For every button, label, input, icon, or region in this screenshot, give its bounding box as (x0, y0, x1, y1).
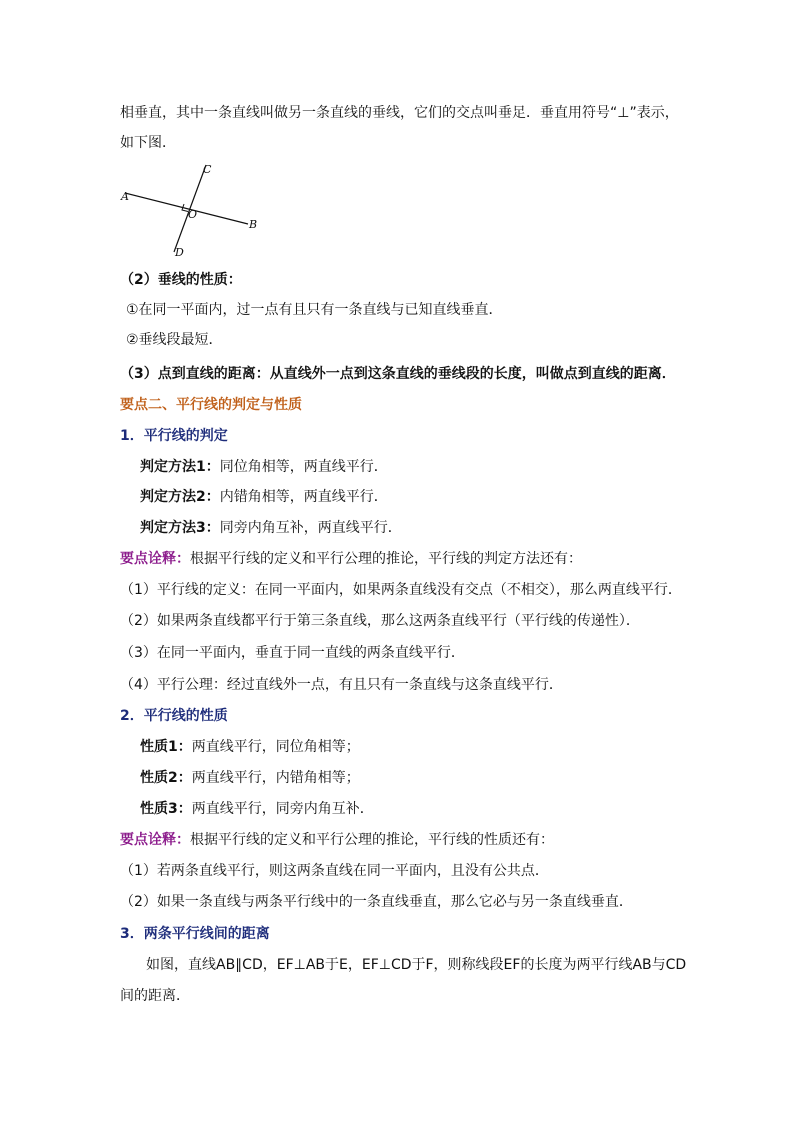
properties-extra-1: （1）若两条直线平行，则这两条直线在同一平面内，且没有公共点． (120, 863, 549, 879)
property-item-2 (140, 768, 360, 788)
properties-heading: 2．平行线的性质 (120, 708, 228, 724)
section-2-title: 要点二、平行线的判定与性质 (120, 397, 302, 413)
parallel-distance-line-1: 如图，直线AB∥CD，EF⊥AB于E，EF⊥CD于F，则称线段EF的长度为两平行线AB与CD (146, 957, 687, 973)
criteria-item-2 (140, 487, 388, 507)
property-item-text: 两直线平行，同位角相等； (191, 739, 360, 755)
criteria-item-3 (140, 518, 402, 538)
criteria-item-label: 判定方法3： (140, 520, 220, 536)
criteria-note (120, 549, 582, 569)
criteria-item-text: 内错角相等，两直线平行． (219, 489, 388, 505)
note-label: 要点诠释： (120, 832, 190, 848)
criteria-heading: 1．平行线的判定 (120, 428, 228, 444)
property-item-text: 两直线平行，同旁内角互补． (191, 801, 374, 817)
criteria-extra-3: （3）在同一平面内，垂直于同一直线的两条直线平行． (120, 645, 465, 661)
perp-prop-2: ②垂线段最短． (126, 332, 223, 348)
distance-text: 从直线外一点到这条直线的垂线段的长度，叫做点到直线的距离． (269, 366, 676, 382)
intro-line-2: 如下图． (120, 135, 176, 151)
distance-definition (120, 364, 676, 384)
property-item-3 (140, 799, 374, 819)
perpendicular-lines-figure (115, 160, 275, 260)
property-item-label: 性质2： (140, 770, 192, 786)
intro-line-1: 相垂直，其中一条直线叫做另一条直线的垂线，它们的交点叫垂足．垂直用符号“⊥”表示， (120, 105, 679, 121)
properties-note (120, 830, 554, 850)
property-item-label: 性质1： (140, 739, 192, 755)
perp-prop-1: ①在同一平面内，过一点有且只有一条直线与已知直线垂直． (126, 302, 503, 318)
criteria-extra-1: （1）平行线的定义：在同一平面内，如果两条直线没有交点（不相交），那么两直线平行． (120, 582, 682, 598)
distance-heading: （3）点到直线的距离： (120, 366, 270, 382)
criteria-item-1 (140, 457, 388, 477)
property-item-1 (140, 737, 360, 757)
perp-props-heading: （2）垂线的性质： (120, 272, 242, 288)
parallel-distance-line-2: 间的距离． (120, 988, 190, 1004)
properties-extra-2: （2）如果一条直线与两条平行线中的一条直线垂直，那么它必与另一条直线垂直． (120, 894, 633, 910)
criteria-item-label: 判定方法1： (140, 459, 220, 475)
label-o: O (188, 208, 198, 221)
criteria-item-text: 同位角相等，两直线平行． (219, 459, 388, 475)
label-b: B (249, 218, 258, 231)
note-text: 根据平行线的定义和平行公理的推论，平行线的判定方法还有： (190, 551, 582, 567)
note-text: 根据平行线的定义和平行公理的推论，平行线的性质还有： (190, 832, 554, 848)
note-label: 要点诠释： (120, 551, 190, 567)
property-item-text: 两直线平行，内错角相等； (191, 770, 360, 786)
parallel-distance-heading: 3．两条平行线间的距离 (120, 926, 270, 942)
criteria-item-label: 判定方法2： (140, 489, 220, 505)
property-item-label: 性质3： (140, 801, 192, 817)
criteria-item-text: 同旁内角互补，两直线平行． (219, 520, 402, 536)
criteria-extra-2: （2）如果两条直线都平行于第三条直线，那么这两条直线平行（平行线的传递性）． (120, 613, 640, 629)
label-d: D (175, 246, 184, 259)
label-c: C (203, 163, 212, 176)
label-a: A (121, 190, 129, 203)
criteria-extra-4: （4）平行公理：经过直线外一点，有且只有一条直线与这条直线平行． (120, 677, 563, 693)
